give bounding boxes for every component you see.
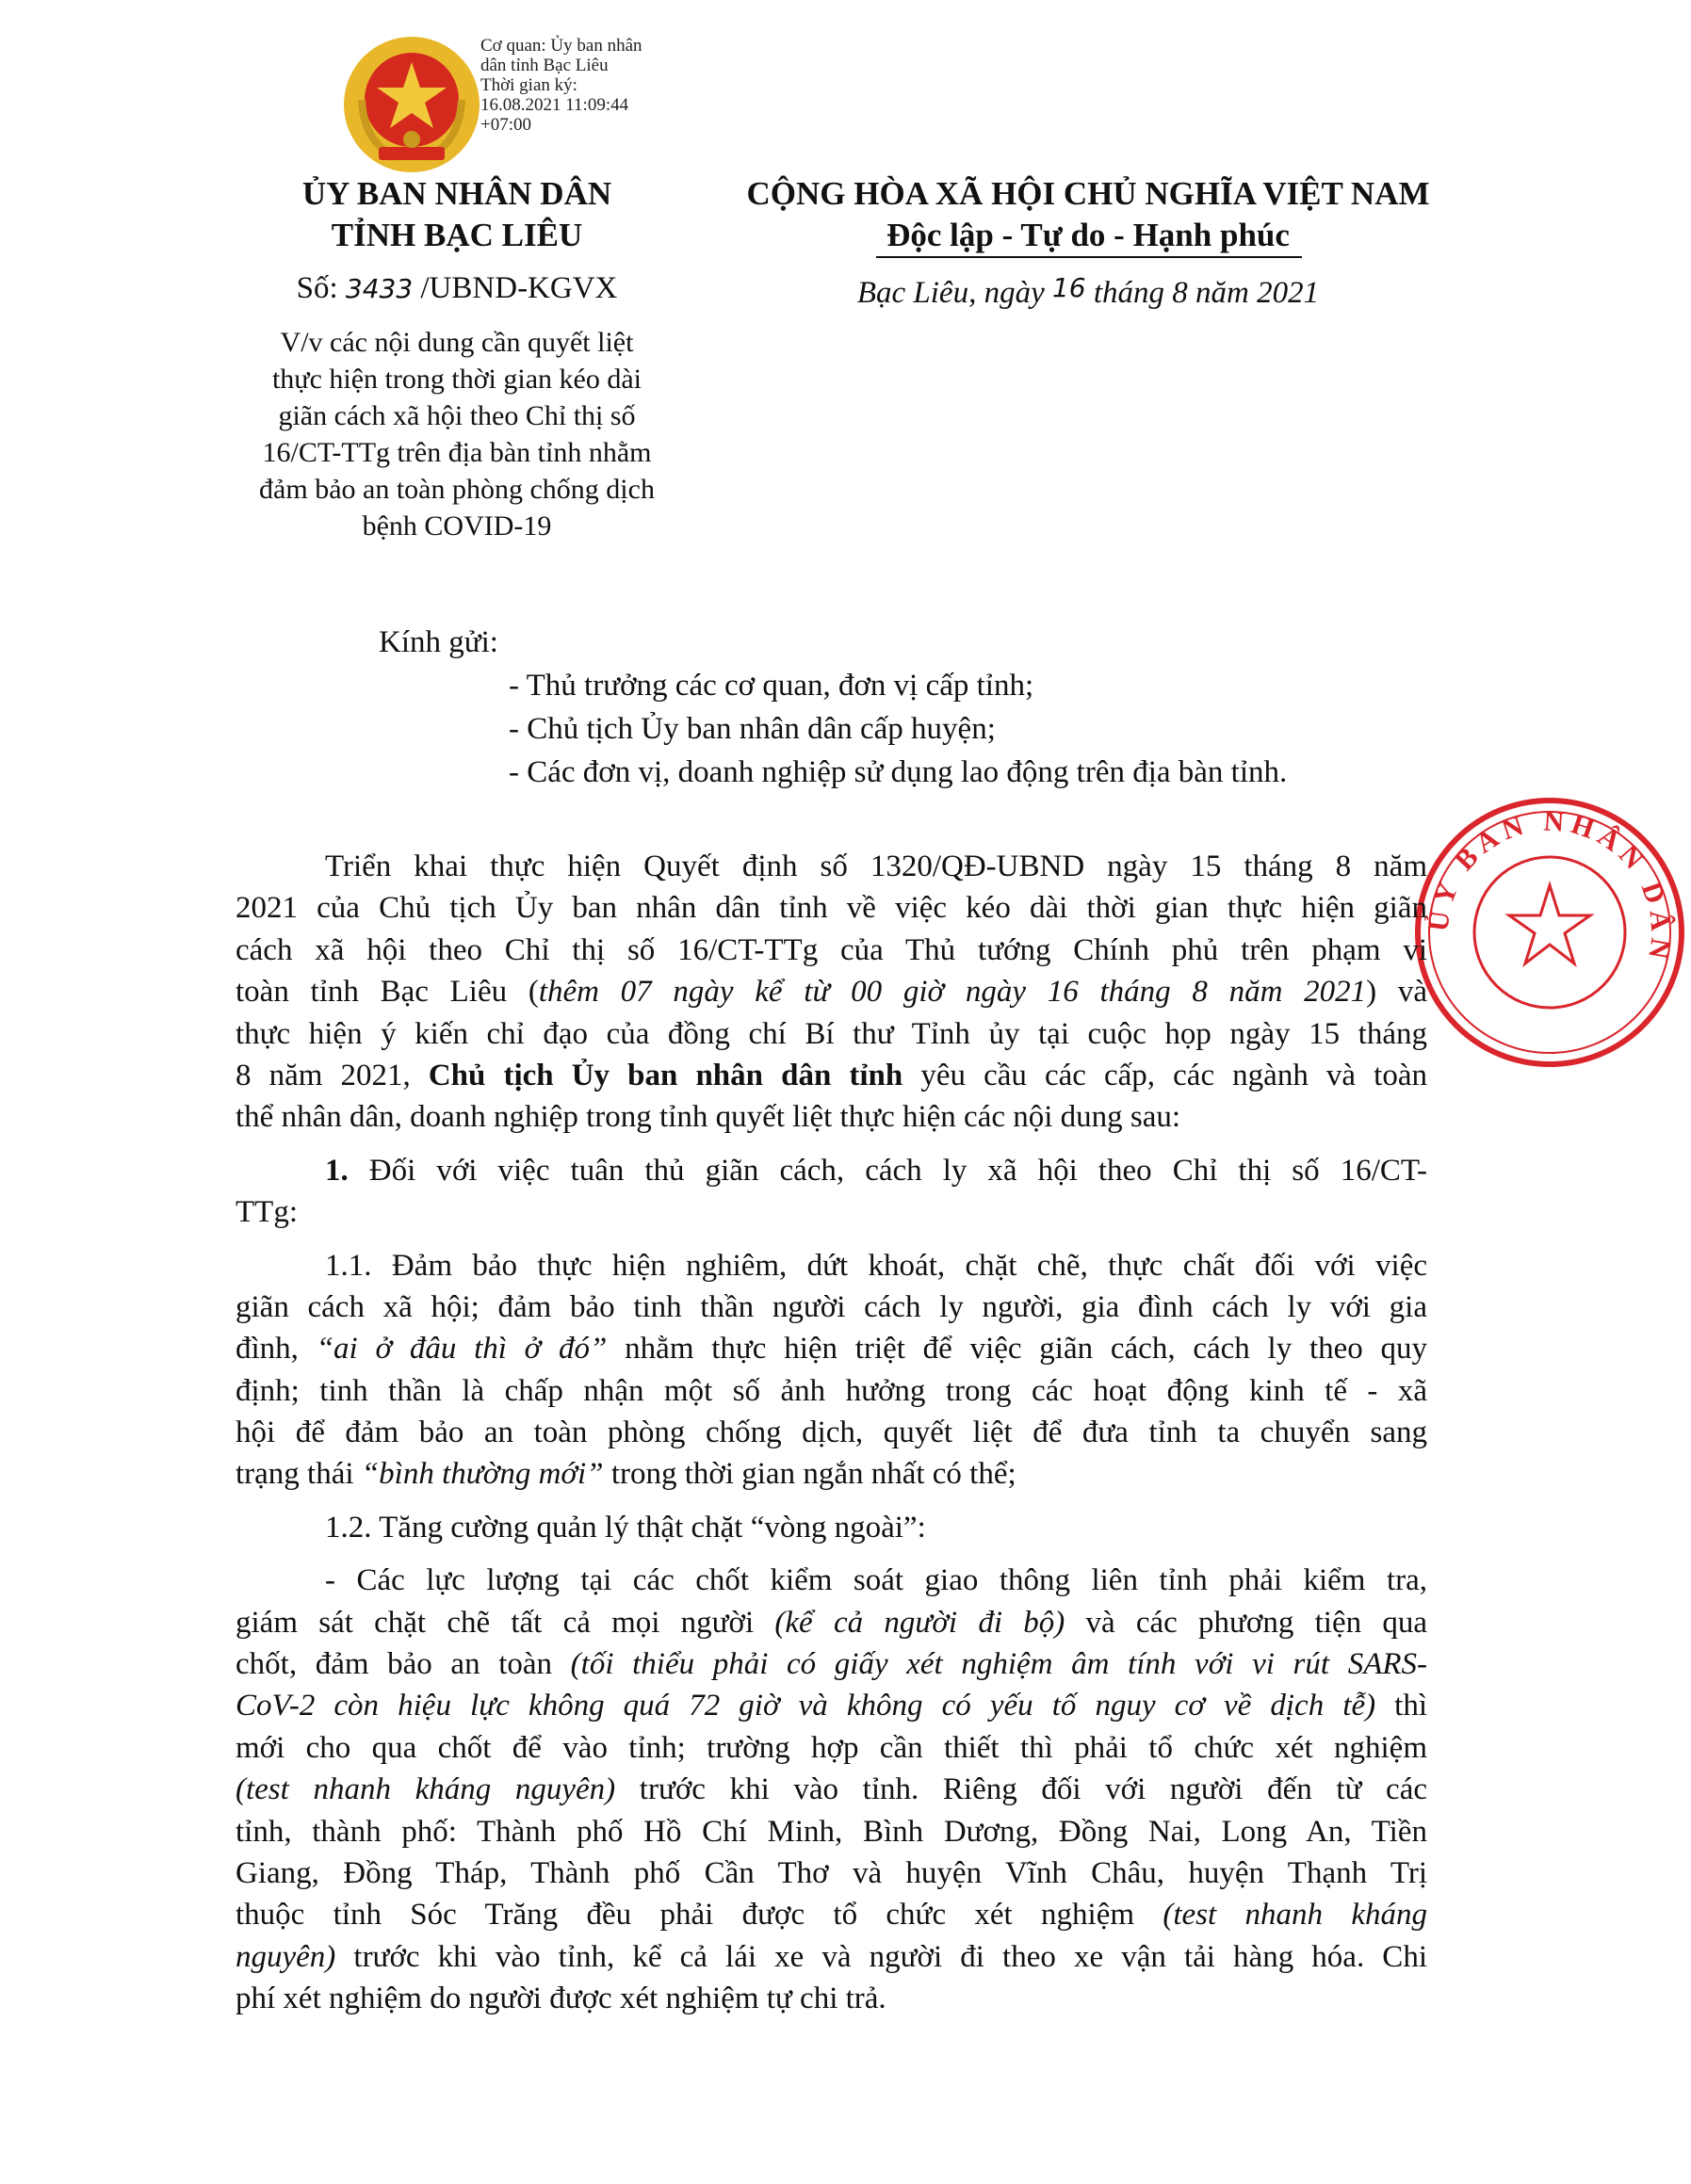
- subject-line: giãn cách xã hội theo Chỉ thị số: [278, 400, 636, 431]
- text-run: ) và: [1366, 975, 1428, 1010]
- recipient-item: - Các đơn vị, doanh nghiệp sử dụng lao động trên địa bàn tỉnh.: [509, 755, 1288, 789]
- body-line: [236, 1055, 1427, 1096]
- italic-run: thêm 07 ngày kể từ 00 giờ ngày 16 tháng 8 năm 2021: [538, 975, 1367, 1010]
- body-line: 1.2. Tăng cường quản lý thật chặt “vòng ngoài”:: [325, 1510, 926, 1545]
- bold-run: Chủ tịch Ủy ban nhân dân tỉnh: [428, 1058, 903, 1092]
- body-line: [236, 1685, 1427, 1726]
- body-line: [236, 1936, 1427, 1978]
- body-line: thể nhân dân, doanh nghiệp trong tỉnh quyết liệt thực hiện các nội dung sau:: [236, 1100, 1181, 1135]
- body-line: [236, 971, 1427, 1012]
- national-emblem-icon: [341, 34, 482, 175]
- number-suffix: /UBND-KGVX: [413, 271, 618, 305]
- national-title: CỘNG HÒA XÃ HỘI CHỦ NGHĨA VIỆT NAM: [746, 175, 1430, 212]
- body-line: [236, 1602, 1427, 1643]
- text-run: toàn tỉnh Bạc Liêu (: [236, 975, 539, 1010]
- subject-line: đảm bảo an toàn phòng chống dịch: [259, 474, 655, 505]
- section-heading: [236, 1150, 1427, 1191]
- body-line: thực hiện ý kiến chỉ đạo của đồng chí Bí thư Tỉnh ủy tại cuộc họp ngày 15 tháng: [236, 1016, 1427, 1051]
- text-run: thuộc tỉnh Sóc Trăng đều phải được tổ chức xét nghiệm: [236, 1898, 1163, 1933]
- digital-signature-block: [480, 36, 707, 135]
- text-run: trước khi vào tỉnh. Riêng đối với người đến từ các: [615, 1772, 1427, 1807]
- signature-line: dân tỉnh Bạc Liêu: [480, 56, 609, 75]
- date-suffix: tháng 8 năm 2021: [1085, 276, 1320, 310]
- document-subject: [217, 324, 697, 544]
- text-run: thì: [1375, 1689, 1427, 1723]
- body-line: [236, 1894, 1427, 1935]
- signature-line: 16.08.2021 11:09:44: [480, 95, 629, 115]
- section-number: 1.: [325, 1153, 349, 1188]
- body-line: 2021 của Chủ tịch Ủy ban nhân dân tỉnh về việc kéo dài thời gian thực hiện giãn: [236, 891, 1427, 926]
- signature-line: Cơ quan: Ủy ban nhân: [480, 36, 642, 56]
- text-run: Đối với việc tuân thủ giãn cách, cách ly xã hội theo Chỉ thị số 16/CT-: [348, 1153, 1427, 1188]
- text-run: chốt, đảm bảo an toàn: [236, 1647, 571, 1682]
- subject-line: V/v các nội dung cần quyết liệt: [280, 327, 634, 358]
- italic-run: (tối thiểu phải có giấy xét nghiệm âm tính với vi rút SARS-: [570, 1647, 1427, 1682]
- document-body: [236, 846, 1427, 2020]
- body-line: [236, 1328, 1427, 1369]
- date-prefix: Bạc Liêu, ngày: [856, 276, 1052, 310]
- text-run: đình,: [236, 1332, 317, 1367]
- italic-run: “ai ở đâu thì ở đó”: [316, 1332, 608, 1367]
- red-seal-icon: [1408, 791, 1691, 1074]
- place-and-date: [725, 267, 1451, 314]
- issuer-name: ỦY BAN NHÂN DÂN: [301, 175, 612, 212]
- italic-run: (test nhanh kháng nguyên): [236, 1772, 616, 1807]
- subject-line: thực hiện trong thời gian kéo dài: [271, 364, 642, 395]
- body-line: Giang, Đồng Tháp, Thành phố Cần Thơ và huyện Vĩnh Châu, huyện Thạnh Trị: [236, 1855, 1427, 1890]
- national-motto: Độc lập - Tự do - Hạnh phúc: [886, 217, 1290, 253]
- recipients-label: Kính gửi:: [379, 625, 498, 659]
- body-line: 1.1. Đảm bảo thực hiện nghiêm, dứt khoát, chặt chẽ, thực chất đối với việc: [325, 1248, 1427, 1283]
- date-handwritten: 16: [1051, 272, 1086, 303]
- body-line: - Các lực lượng tại các chốt kiểm soát giao thông liên tỉnh phải kiểm tra,: [325, 1563, 1427, 1598]
- italic-run: (test nhanh kháng: [1163, 1898, 1427, 1933]
- motto-underline: [876, 256, 1302, 258]
- body-line: định; tinh thần là chấp nhận một số ảnh hưởng trong các hoạt động kinh tế - xã: [236, 1373, 1427, 1408]
- body-line: [236, 1769, 1427, 1810]
- body-line: giãn cách xã hội; đảm bảo tinh thần người cách ly người, gia đình cách ly với gia: [236, 1289, 1427, 1324]
- text-run: trong thời gian ngắn nhất có thể;: [603, 1457, 1016, 1492]
- text-run: nhằm thực hiện triệt để việc giãn cách, cách ly theo quy: [607, 1332, 1428, 1367]
- italic-run: CoV-2 còn hiệu lực không quá 72 giờ và không có yếu tố nguy cơ về dịch tễ): [236, 1689, 1376, 1723]
- recipient-item: - Thủ trưởng các cơ quan, đơn vị cấp tỉnh;: [509, 669, 1034, 703]
- text-run: giám sát chặt chẽ tất cả mọi người: [236, 1605, 775, 1640]
- italic-run: “bình thường mới”: [361, 1457, 604, 1492]
- seal-text: ỦY BAN NHÂN DÂN: [1423, 805, 1677, 967]
- body-line: TTg:: [236, 1195, 298, 1230]
- italic-run: nguyên): [236, 1939, 336, 1974]
- body-line: mới cho qua chốt để vào tỉnh; trường hợp cần thiết thì phải tổ chức xét nghiệm: [236, 1730, 1427, 1765]
- body-line: hội để đảm bảo an toàn phòng chống dịch, quyết liệt để đưa tỉnh ta chuyển sang: [236, 1416, 1427, 1450]
- text-run: trước khi vào tỉnh, kể cả lái xe và người đi theo xe vận tải hàng hóa. Chi: [335, 1939, 1427, 1974]
- text-run: 8 năm 2021,: [236, 1058, 429, 1092]
- text-run: và các phương tiện qua: [1065, 1605, 1427, 1640]
- body-line: [236, 1453, 1427, 1495]
- number-handwritten: 3433: [345, 273, 414, 304]
- text-run: yêu cầu các cấp, các ngành và toàn: [902, 1058, 1427, 1092]
- recipient-item: - Chủ tịch Ủy ban nhân dân cấp huyện;: [509, 712, 996, 746]
- italic-run: (kể cả người đi bộ): [774, 1605, 1065, 1640]
- document-number: [217, 267, 697, 310]
- body-line: phí xét nghiệm do người được xét nghiệm tự chi trả.: [236, 1982, 886, 2016]
- signature-line: +07:00: [480, 115, 531, 135]
- body-line: [236, 1643, 1427, 1685]
- subject-line: 16/CT-TTg trên địa bàn tỉnh nhằm: [262, 437, 652, 468]
- body-line: tỉnh, thành phố: Thành phố Hồ Chí Minh, Bình Dương, Đồng Nai, Long An, Tiền: [236, 1814, 1427, 1849]
- number-prefix: Số:: [296, 271, 346, 305]
- signature-line: Thời gian ký:: [480, 75, 577, 95]
- text-run: trạng thái: [236, 1457, 362, 1492]
- subject-line: bệnh COVID-19: [362, 510, 552, 542]
- body-line: Triển khai thực hiện Quyết định số 1320/QĐ-UBND ngày 15 tháng 8 năm: [325, 849, 1427, 883]
- issuer-province: TỈNH BẠC LIÊU: [331, 217, 583, 253]
- body-line: cách xã hội theo Chỉ thị số 16/CT-TTg của Thủ tướng Chính phủ trên phạm vi: [236, 932, 1427, 967]
